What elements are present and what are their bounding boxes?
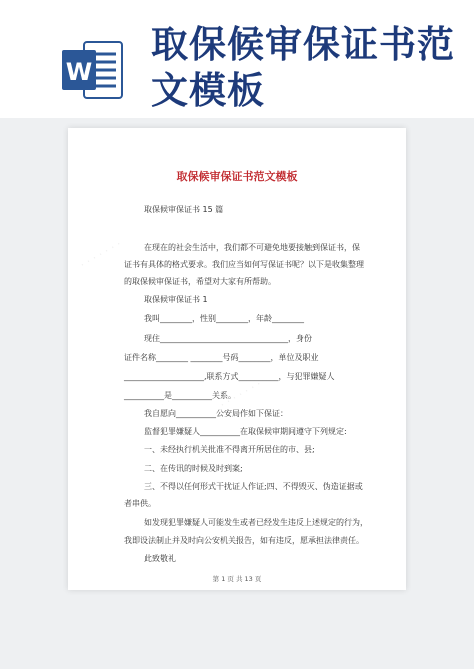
paragraph-line: 者串供。 [124, 499, 156, 508]
section-heading: 取保候审保证书 1 [144, 295, 208, 304]
paragraph-line: 此致敬礼 [144, 554, 176, 563]
document-page [68, 128, 406, 590]
page-footer: 第 1 页 共 13 页 [212, 575, 262, 583]
paragraph-line: 我自愿向__________公安局作如下保证： [144, 409, 288, 418]
paragraph-line: 我即设法制止并及时向公安机关报告，如有违反，愿承担法律责任。 [124, 536, 364, 545]
paragraph-line: 的取保候审保证书，希望对大家有所帮助。 [124, 277, 276, 286]
paragraph-line: 证书有具体的格式要求。我们应当如何写保证书呢？以下是收集整理 [124, 260, 364, 269]
banner-title [151, 22, 461, 114]
form-line: 证件名称________ ________号码________，单位及职业 [124, 353, 319, 362]
header-banner [0, 0, 474, 118]
form-line: 我叫________，性别________，年龄________ [144, 314, 304, 323]
svg-text:W: W [65, 58, 93, 86]
form-line: ____________________,联系方式__________，与犯罪嫌疑人 [124, 372, 335, 381]
paragraph-line: 监督犯罪嫌疑人__________在取保候审期间遵守下列规定: [144, 427, 347, 436]
word-icon [60, 38, 124, 102]
document-title: 取保候审保证书范文模板 [176, 170, 298, 183]
paragraph-line: 如发现犯罪嫌疑人可能发生或者已经发生违反上述规定的行为， [144, 518, 368, 527]
document-subtitle: 取保候审保证书 15 篇 [144, 205, 224, 214]
banner-title-line-2: 文模板 [151, 69, 265, 112]
form-line: 现住________________________________，身份 [144, 334, 312, 343]
paragraph-line: 三、不得以任何形式干扰证人作证;四、不得毁灭、伪造证据或 [144, 482, 363, 491]
watermark: · · · · · · · [217, 377, 264, 412]
paragraph-line: 一、未经执行机关批准不得离开所居住的市、县; [144, 445, 315, 454]
paragraph-line: 在现在的社会生活中，我们都不可避免地要接触到保证书，保 [144, 243, 360, 252]
paragraph-line: 二、在传讯的时候及时到案; [144, 464, 243, 473]
form-line: __________是__________关系。 [124, 391, 236, 400]
watermark: · · · · · · · [77, 237, 124, 272]
banner-title-line-1: 取保候审保证书范 [151, 23, 455, 66]
